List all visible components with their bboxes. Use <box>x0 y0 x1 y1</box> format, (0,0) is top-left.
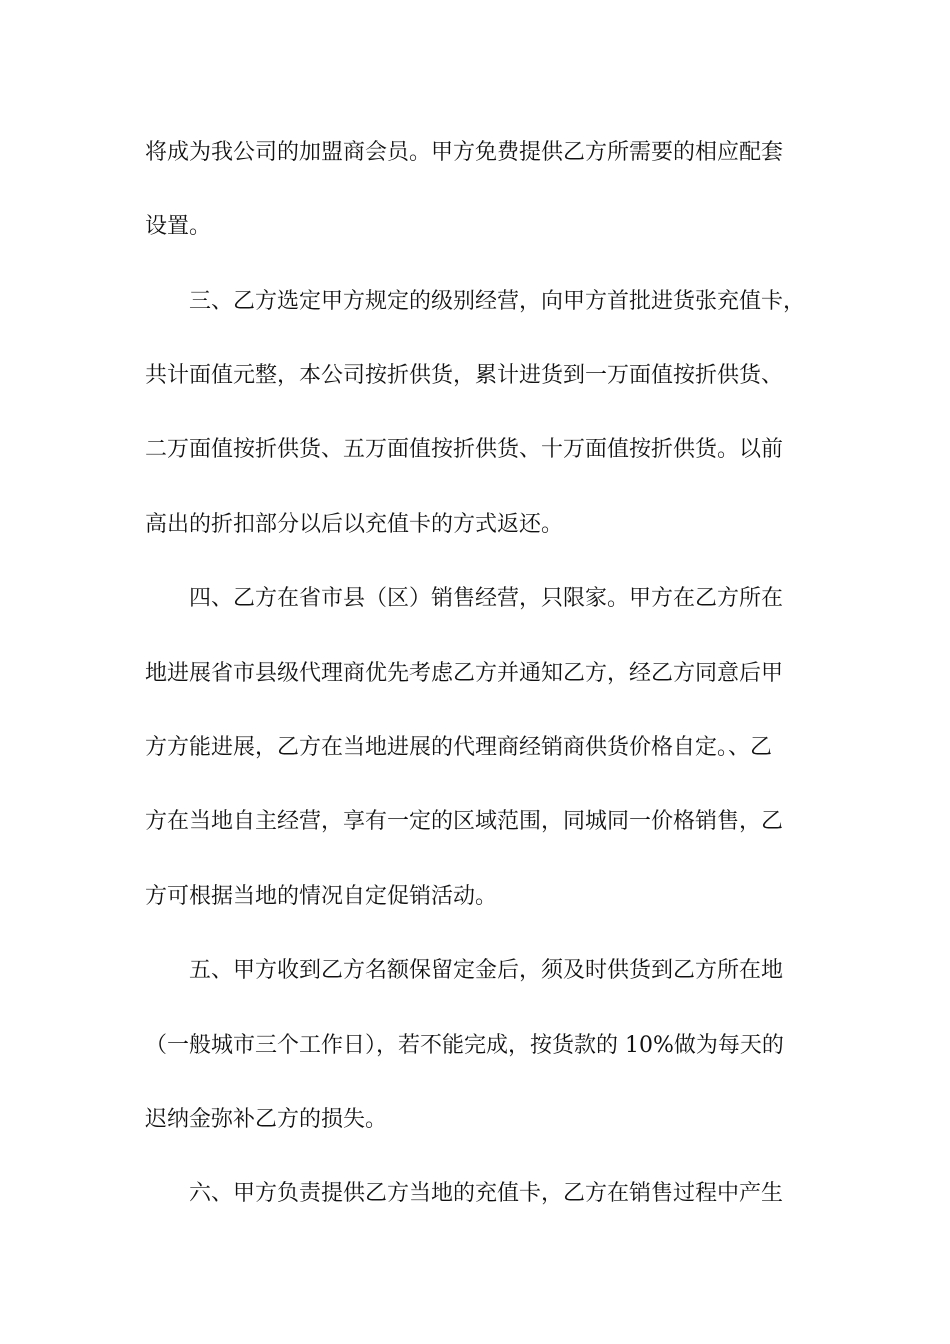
text-line: 共计面值元整，本公司按折供货，累计进货到一万面值按折供货、 <box>145 363 784 388</box>
text-line: 二万面值按折供货、五万面值按折供货、十万面值按折供货。以前 <box>145 437 784 462</box>
paragraph-6-start: 六、甲方负责提供乙方当地的充值卡，乙方在销售过程中产生 <box>189 1181 784 1206</box>
text-line: 方在当地自主经营，享有一定的区域范围，同城同一价格销售，乙 <box>145 809 784 834</box>
text-line: 迟纳金弥补乙方的损失。 <box>145 1107 388 1132</box>
text-line: 地进展省市县级代理商优先考虑乙方并通知乙方，经乙方同意后甲 <box>145 661 784 686</box>
paragraph-3-start: 三、乙方选定甲方规定的级别经营，向甲方首批进货张充值卡， <box>189 289 806 314</box>
text-line: 将成为我公司的加盟商会员。甲方免费提供乙方所需要的相应配套 <box>145 140 784 165</box>
text-line: （一般城市三个工作日），若不能完成，按货款的 10%做为每天的 <box>145 1033 784 1058</box>
text-line: 高出的折扣部分以后以充值卡的方式返还。 <box>145 512 564 537</box>
text-line: 方方能进展，乙方在当地进展的代理商经销商供货价格自定。、乙 <box>145 735 773 760</box>
paragraph-4-start: 四、乙方在省市县（区）销售经营，只限家。甲方在乙方所在 <box>189 586 784 611</box>
paragraph-5-start: 五、甲方收到乙方名额保留定金后，须及时供货到乙方所在地 <box>189 958 784 983</box>
text-line: 设置。 <box>145 214 212 239</box>
text-line: 方可根据当地的情况自定促销活动。 <box>145 884 498 909</box>
